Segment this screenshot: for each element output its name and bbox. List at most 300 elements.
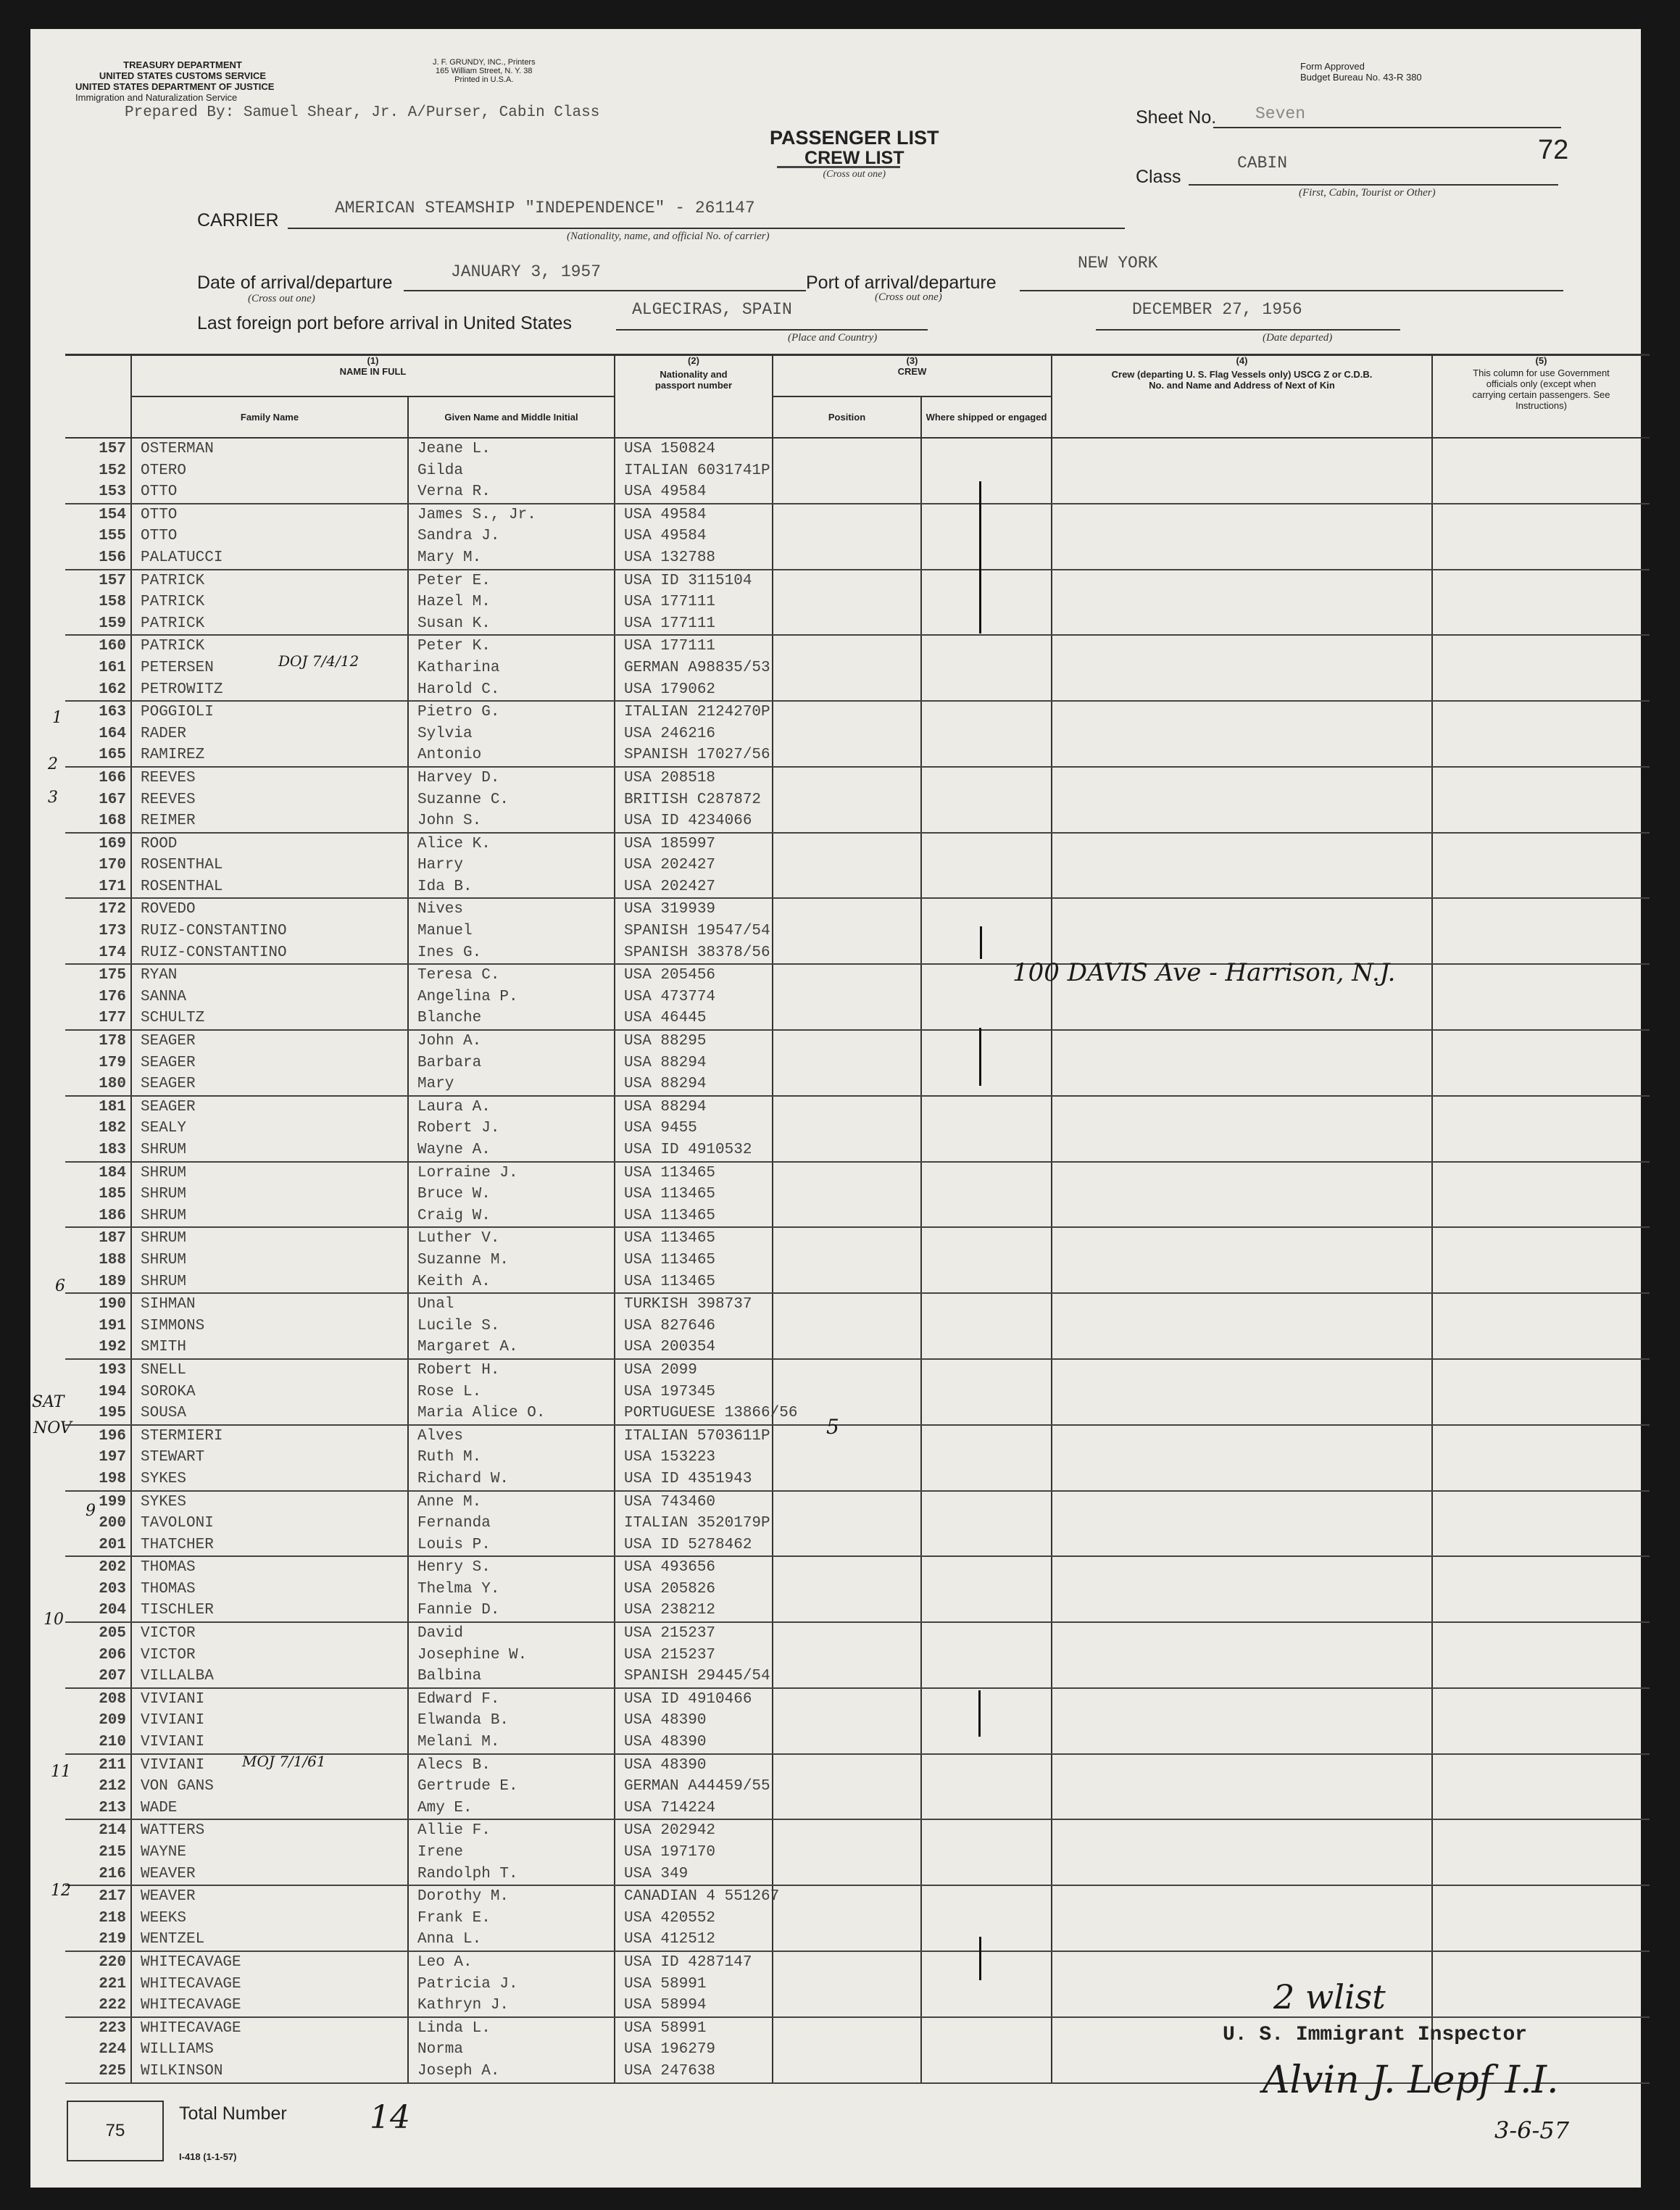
nationality-cell: USA 113465 (615, 1184, 773, 1205)
row-number: 152 (99, 462, 126, 479)
nationality-cell: GERMAN A44459/55 (615, 1776, 773, 1798)
position-cell (773, 1030, 921, 1052)
where-shipped-cell (921, 547, 1052, 570)
nationality-cell: USA 88294 (615, 1096, 773, 1118)
table-row (65, 1600, 1650, 1622)
given-name-cell: Elwanda B. (408, 1710, 615, 1732)
date-departed-value: DECEMBER 27, 1956 (1132, 300, 1302, 319)
given-name-cell: Harvey D. (408, 767, 615, 789)
next-of-kin-cell (1052, 613, 1432, 636)
position-cell (773, 1974, 921, 1995)
prepared-by: Prepared By: Samuel Shear, Jr. A/Purser, Cabin Class (125, 104, 600, 121)
table-row (65, 570, 1650, 592)
officials-cell (1432, 613, 1650, 636)
table-row (65, 1666, 1650, 1688)
nationality-cell: USA 202942 (615, 1819, 773, 1842)
family-name-cell: WILKINSON (131, 2061, 408, 2083)
next-of-kin-cell (1052, 679, 1432, 702)
port-value: NEW YORK (1078, 254, 1158, 273)
family-name-cell: SIHMAN (131, 1293, 408, 1316)
last-port-label: Last foreign port before arrival in United States (197, 313, 572, 333)
table-row (65, 526, 1650, 547)
nationality-cell: BRITISH C287872 (615, 789, 773, 811)
where-shipped-header: Where shipped or engaged (921, 396, 1052, 438)
officials-cell (1432, 460, 1650, 482)
where-shipped-cell (921, 635, 1052, 657)
page-number: 72 (1538, 135, 1569, 165)
next-of-kin-cell (1052, 1688, 1432, 1711)
officials-cell (1432, 1469, 1650, 1491)
ink-bracket (979, 481, 981, 633)
where-shipped-cell (921, 986, 1052, 1008)
position-cell (773, 1250, 921, 1271)
officials-cell (1432, 723, 1650, 745)
family-name-cell: VIVIANI (131, 1710, 408, 1732)
col-2-number: (2) (688, 355, 699, 366)
nationality-header (615, 355, 773, 438)
total-number-label: Total Number (179, 2103, 287, 2124)
given-name-cell: Katharina (408, 657, 615, 679)
family-name-header: Family Name (131, 396, 408, 438)
position-cell (773, 921, 921, 942)
carrier-value: AMERICAN STEAMSHIP "INDEPENDENCE" - 261147 (335, 199, 755, 217)
where-shipped-cell (921, 921, 1052, 942)
row-number: 175 (99, 967, 126, 984)
given-name-cell: Irene (408, 1842, 615, 1864)
crew-header (773, 355, 1052, 396)
officials-cell (1432, 1513, 1650, 1534)
given-name-cell: Balbina (408, 1666, 615, 1688)
position-cell (773, 1316, 921, 1337)
where-shipped-cell (921, 1974, 1052, 1995)
next-of-kin-cell (1052, 1469, 1432, 1491)
officials-cell (1432, 657, 1650, 679)
where-shipped-cell (921, 1491, 1052, 1513)
officials-cell (1432, 1118, 1650, 1139)
given-name-cell: James S., Jr. (408, 504, 615, 526)
next-of-kin-cell (1052, 635, 1432, 657)
next-of-kin-cell (1052, 1184, 1432, 1205)
nationality-cell: USA ID 4351943 (615, 1469, 773, 1491)
row-number: 168 (65, 810, 131, 833)
family-name-cell: SHRUM (131, 1184, 408, 1205)
family-name-cell: WAYNE (131, 1842, 408, 1864)
next-of-kin-cell (1052, 833, 1432, 855)
position-cell (773, 1469, 921, 1491)
position-cell (773, 1293, 921, 1316)
next-of-kin-cell (1052, 1227, 1432, 1250)
given-name-cell: Louis P. (408, 1534, 615, 1557)
where-shipped-cell (921, 504, 1052, 526)
nationality-cell: USA ID 4910532 (615, 1139, 773, 1162)
given-name-cell: Bruce W. (408, 1184, 615, 1205)
position-cell (773, 1008, 921, 1030)
date-cross-caption: (Cross out one) (248, 293, 315, 304)
officials-cell (1432, 1622, 1650, 1645)
officials-cell (1432, 744, 1650, 767)
given-name-cell: Teresa C. (408, 964, 615, 986)
where-shipped-cell (921, 657, 1052, 679)
position-cell (773, 1227, 921, 1250)
nationality-cell: USA 420552 (615, 1908, 773, 1929)
row-number: 221 (99, 1975, 126, 1993)
row-number: 206 (99, 1646, 126, 1663)
port-label: Port of arrival/departure (806, 273, 997, 293)
position-cell (773, 986, 921, 1008)
table-row (65, 1556, 1650, 1579)
nationality-cell: USA ID 4234066 (615, 810, 773, 833)
table-row (65, 1184, 1650, 1205)
nationality-cell: USA 49584 (615, 481, 773, 504)
printer-line: J. F. GRUNDY, INC., Printers (433, 58, 536, 67)
table-row (65, 547, 1650, 570)
given-name-cell: Sandra J. (408, 526, 615, 547)
table-row (65, 1798, 1650, 1820)
family-name-cell: SEAGER (131, 1030, 408, 1052)
position-cell (773, 657, 921, 679)
next-of-kin-cell (1052, 570, 1432, 592)
tally-mark: 10 (43, 1611, 64, 1629)
where-shipped-cell (921, 2039, 1052, 2061)
crew-strike (777, 166, 900, 168)
handwritten-address: 100 DAVIS Ave - Harrison, N.J. (1012, 958, 1396, 987)
given-name-cell: Pietro G. (408, 701, 615, 723)
officials-cell (1432, 1403, 1650, 1425)
where-shipped-cell (921, 1403, 1052, 1425)
row-number: 160 (99, 638, 126, 655)
row-number: 193 (99, 1361, 126, 1379)
next-of-kin-cell (1052, 1250, 1432, 1271)
family-name-cell: SHRUM (131, 1162, 408, 1184)
where-shipped-cell (921, 481, 1052, 504)
where-shipped-cell (921, 1885, 1052, 1908)
given-name-cell: John S. (408, 810, 615, 833)
given-name-cell: Melani M. (408, 1732, 615, 1754)
table-row (65, 1491, 1650, 1513)
class-caption: (First, Cabin, Tourist or Other) (1299, 187, 1436, 199)
table-row (65, 1908, 1650, 1929)
total-number-box: 75 (67, 2101, 164, 2161)
row-number: 223 (99, 2019, 126, 2037)
officials-cell (1432, 1184, 1650, 1205)
carrier-underline (288, 228, 1125, 229)
position-cell (773, 1425, 921, 1447)
nationality-cell: USA 196279 (615, 2039, 773, 2061)
nationality-cell: USA 473774 (615, 986, 773, 1008)
next-of-kin-cell (1052, 1139, 1432, 1162)
next-of-kin-cell (1052, 1073, 1432, 1096)
nationality-cell: USA ID 3115104 (615, 570, 773, 592)
next-of-kin-cell (1052, 1513, 1432, 1534)
where-shipped-cell (921, 833, 1052, 855)
family-name-cell: RADER (131, 723, 408, 745)
table-row (65, 986, 1650, 1008)
nationality-cell: USA 132788 (615, 547, 773, 570)
position-cell (773, 2061, 921, 2083)
table-row (65, 1951, 1650, 1974)
officials-cell (1432, 1205, 1650, 1228)
next-of-kin-cell (1052, 1864, 1432, 1886)
family-name-cell: WHITECAVAGE (131, 1951, 408, 1974)
officials-cell (1432, 1819, 1650, 1842)
given-name-cell: Edward F. (408, 1688, 615, 1711)
port-cross-caption: (Cross out one) (875, 291, 942, 303)
family-name-cell: ROOD (131, 833, 408, 855)
position-cell (773, 526, 921, 547)
next-of-kin-cell (1052, 744, 1432, 767)
nationality-cell: USA 49584 (615, 504, 773, 526)
nationality-cell: GERMAN A98835/53 (615, 657, 773, 679)
next-of-kin-cell (1052, 1162, 1432, 1184)
nationality-cell: USA 743460 (615, 1491, 773, 1513)
nationality-cell: USA 177111 (615, 591, 773, 613)
next-of-kin-cell (1052, 504, 1432, 526)
col-2-title: Nationality and passport number (654, 369, 733, 391)
family-name-cell: THOMAS (131, 1579, 408, 1600)
where-shipped-cell (921, 1359, 1052, 1382)
family-name-cell: POGGIOLI (131, 701, 408, 723)
col-3-title: CREW (897, 366, 927, 377)
where-shipped-cell (921, 1227, 1052, 1250)
table-row (65, 1008, 1650, 1030)
where-shipped-cell (921, 1118, 1052, 1139)
position-cell (773, 964, 921, 986)
position-cell (773, 1162, 921, 1184)
table-row (65, 1864, 1650, 1886)
row-number: 213 (65, 1798, 131, 1820)
next-of-kin-cell (1052, 1622, 1432, 1645)
officials-cell (1432, 1250, 1650, 1271)
next-of-kin-cell (1052, 1447, 1432, 1469)
row-number: 167 (99, 791, 126, 808)
given-name-cell: Joseph A. (408, 2061, 615, 2083)
family-name-cell: RUIZ-CONSTANTINO (131, 942, 408, 965)
given-name-cell: Peter E. (408, 570, 615, 592)
table-row (65, 1162, 1650, 1184)
position-cell (773, 613, 921, 636)
nationality-cell: USA 179062 (615, 679, 773, 702)
table-row (65, 1271, 1650, 1294)
given-name-cell: Mary M. (408, 547, 615, 570)
given-name-cell: Frank E. (408, 1908, 615, 1929)
given-name-cell: Lucile S. (408, 1316, 615, 1337)
position-cell (773, 1337, 921, 1359)
officials-cell (1432, 1073, 1650, 1096)
position-cell (773, 1995, 921, 2017)
nationality-cell: USA 202427 (615, 855, 773, 876)
row-number: 219 (65, 1929, 131, 1951)
row-number: 190 (99, 1296, 126, 1313)
position-cell (773, 1798, 921, 1820)
nationality-cell: USA 58994 (615, 1995, 773, 2017)
col-5-title: This column for use Government officials only (except when carrying certain passengers. See Instructions) (1472, 367, 1610, 411)
row-number: 222 (65, 1995, 131, 2017)
officials-cell (1432, 1534, 1650, 1557)
next-of-kin-cell (1052, 898, 1432, 921)
given-name-cell: Margaret A. (408, 1337, 615, 1359)
officials-cell (1432, 898, 1650, 921)
next-of-kin-cell (1052, 986, 1432, 1008)
position-cell (773, 1205, 921, 1228)
table-row (65, 1316, 1650, 1337)
table-row (65, 1645, 1650, 1666)
officials-cell (1432, 1974, 1650, 1995)
row-number: 171 (65, 876, 131, 899)
class-underline (1189, 184, 1558, 186)
row-number: 178 (99, 1033, 126, 1050)
row-number: 188 (99, 1251, 126, 1268)
where-shipped-cell (921, 1337, 1052, 1359)
table-row (65, 504, 1650, 526)
table-row (65, 1995, 1650, 2017)
tally-mark: 11 (51, 1763, 71, 1781)
next-of-kin-cell (1052, 657, 1432, 679)
given-name-cell: Fernanda (408, 1513, 615, 1534)
nationality-cell: USA 9455 (615, 1118, 773, 1139)
nationality-cell: USA 58991 (615, 2017, 773, 2040)
row-number: 170 (99, 857, 126, 874)
family-name-cell: VIVIANI (131, 1754, 408, 1777)
nationality-cell: USA 247638 (615, 2061, 773, 2083)
where-shipped-cell (921, 1951, 1052, 1974)
officials-cell (1432, 833, 1650, 855)
next-of-kin-cell (1052, 1096, 1432, 1118)
row-number: 210 (65, 1732, 131, 1754)
where-shipped-cell (921, 855, 1052, 876)
nationality-cell: USA 412512 (615, 1929, 773, 1951)
where-shipped-cell (921, 1710, 1052, 1732)
family-name-cell: VICTOR (131, 1645, 408, 1666)
family-name-cell: STEWART (131, 1447, 408, 1469)
position-cell (773, 1885, 921, 1908)
agency-header (96, 59, 270, 81)
row-number: 173 (99, 923, 126, 940)
ink-bracket (978, 1690, 981, 1737)
where-shipped-cell (921, 876, 1052, 899)
nationality-cell: USA 197345 (615, 1382, 773, 1403)
table-row (65, 1929, 1650, 1951)
given-name-header: Given Name and Middle Initial (408, 396, 615, 438)
table-row (65, 744, 1650, 767)
title-crew: CREW LIST (804, 148, 905, 168)
officials-cell (1432, 1710, 1650, 1732)
row-number: 166 (99, 769, 126, 786)
row-number: 169 (99, 835, 126, 852)
last-port-caption: (Place and Country) (788, 332, 878, 344)
where-shipped-cell (921, 1600, 1052, 1622)
family-name-cell: TAVOLONI (131, 1513, 408, 1534)
family-name-cell: REIMER (131, 810, 408, 833)
agency-header-2 (75, 81, 274, 103)
table-row (65, 1096, 1650, 1118)
given-name-cell: Ruth M. (408, 1447, 615, 1469)
position-cell (773, 1096, 921, 1118)
family-name-cell: SEAGER (131, 1073, 408, 1096)
officials-cell (1432, 1798, 1650, 1820)
row-number: 157 (99, 441, 126, 457)
position-cell (773, 1864, 921, 1886)
row-number: 209 (99, 1712, 126, 1729)
family-name-cell: SEALY (131, 1118, 408, 1139)
officials-cell (1432, 1666, 1650, 1688)
officials-cell (1432, 1096, 1650, 1118)
table-row (65, 1974, 1650, 1995)
row-number: 217 (99, 1888, 126, 1906)
where-shipped-cell (921, 460, 1052, 482)
agency-line: Immigration and Naturalization Service (75, 92, 238, 103)
officials-cell (1432, 1491, 1650, 1513)
where-shipped-cell (921, 613, 1052, 636)
where-shipped-cell (921, 1008, 1052, 1030)
officials-cell (1432, 1382, 1650, 1403)
next-of-kin-cell (1052, 1118, 1432, 1139)
next-of-kin-cell (1052, 1008, 1432, 1030)
officials-cell (1432, 921, 1650, 942)
given-name-cell: Josephine W. (408, 1645, 615, 1666)
table-row (65, 613, 1650, 636)
where-shipped-cell (921, 723, 1052, 745)
where-shipped-cell (921, 1469, 1052, 1491)
given-name-cell: Gilda (408, 460, 615, 482)
where-shipped-cell (921, 1995, 1052, 2017)
family-name-cell: PETERSEN (131, 657, 408, 679)
officials-cell (1432, 1271, 1650, 1294)
family-name-cell: OTTO (131, 526, 408, 547)
family-name-cell: WHITECAVAGE (131, 1974, 408, 1995)
next-of-kin-cell (1052, 1382, 1432, 1403)
given-name-cell: Alves (408, 1425, 615, 1447)
family-name-cell: REEVES (131, 789, 408, 811)
nationality-cell: USA ID 4910466 (615, 1688, 773, 1711)
given-name-cell: Patricia J. (408, 1974, 615, 1995)
where-shipped-cell (921, 526, 1052, 547)
table-row (65, 1513, 1650, 1534)
position-header: Position (773, 396, 921, 438)
next-of-kin-cell (1052, 547, 1432, 570)
where-shipped-cell (921, 1162, 1052, 1184)
family-name-cell: THOMAS (131, 1556, 408, 1579)
family-name-cell: SNELL (131, 1359, 408, 1382)
next-of-kin-cell (1052, 1316, 1432, 1337)
family-name-cell: PATRICK (131, 635, 408, 657)
family-name-cell: PALATUCCI (131, 547, 408, 570)
table-row (65, 1622, 1650, 1645)
given-name-cell: Unal (408, 1293, 615, 1316)
row-number: 181 (99, 1098, 126, 1116)
officials-cell (1432, 1162, 1650, 1184)
officials-cell (1432, 1447, 1650, 1469)
row-number: 198 (65, 1469, 131, 1491)
tally-mark: 12 (51, 1882, 71, 1900)
where-shipped-cell (921, 701, 1052, 723)
family-name-cell: VICTOR (131, 1622, 408, 1645)
next-of-kin-cell (1052, 1885, 1432, 1908)
row-number: 185 (99, 1186, 126, 1203)
officials-cell (1432, 547, 1650, 570)
family-name-cell: SEAGER (131, 1096, 408, 1118)
position-cell (773, 481, 921, 504)
nationality-cell: USA ID 4287147 (615, 1951, 773, 1974)
table-row (65, 810, 1650, 833)
nationality-cell: USA 113465 (615, 1205, 773, 1228)
row-number: 202 (99, 1559, 126, 1577)
officials-cell (1432, 1030, 1650, 1052)
where-shipped-cell (921, 1250, 1052, 1271)
position-cell (773, 1666, 921, 1688)
next-of-kin-cell (1052, 1908, 1432, 1929)
name-header (131, 355, 615, 396)
title-passenger: PASSENGER LIST (770, 127, 939, 149)
